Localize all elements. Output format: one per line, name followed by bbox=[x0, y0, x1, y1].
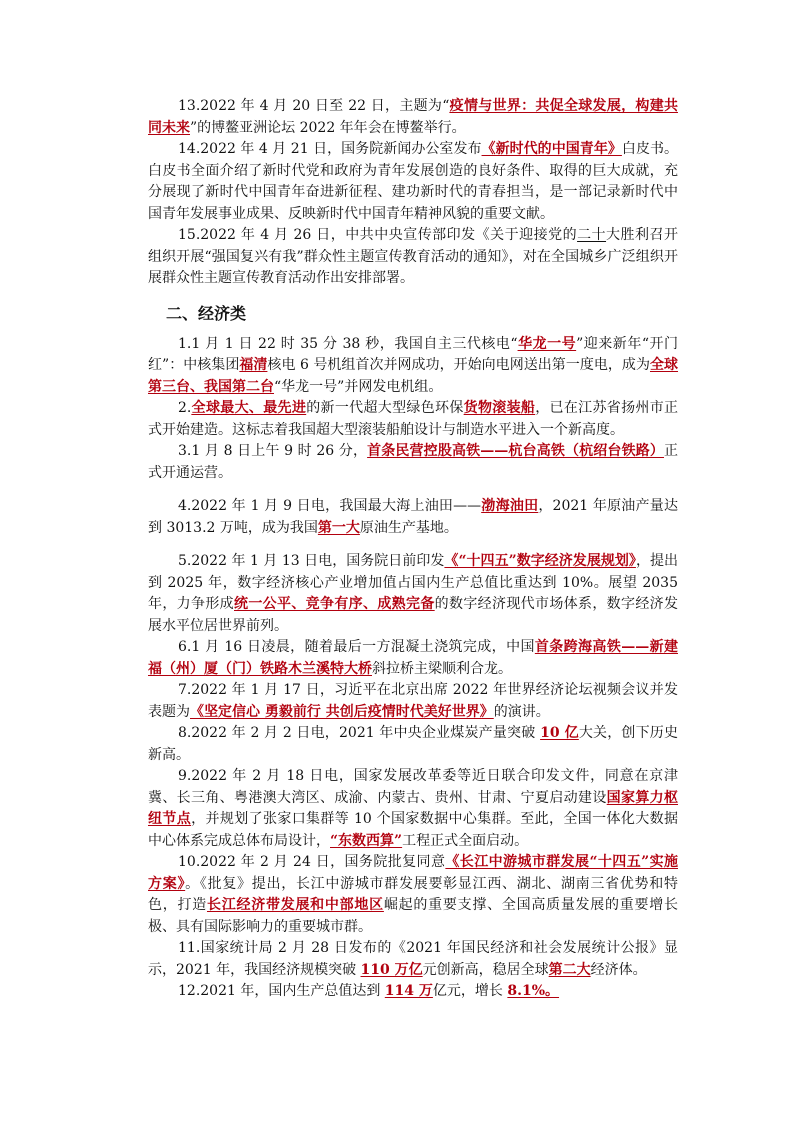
item-text: 的数字经济现代市场体系，数字经济发展水平位居世界前列。 bbox=[148, 596, 679, 634]
highlighted-text: 首条民营控股高铁——杭台高铁（杭绍台铁路） bbox=[367, 443, 665, 459]
item-text: ，并规划了张家口集群等 10 个国家数据中心集群。至此，全国一体化大数据中心体系完成总体布局设计， bbox=[148, 811, 678, 849]
item-text: 白皮书。白皮书全面介绍了新时代党和政府为青年发展创造的良好条件、取得的巨大成就，充分展现了新时代中国青年奋进新征程、建功新时代的青春担当，是一部记录新时代中国青年发展事业成果、反映新时代中国青年精神风貌的重要文献。 bbox=[148, 141, 679, 222]
item-text: 2. bbox=[178, 400, 192, 416]
item-text: 工程正式全面启动。 bbox=[402, 832, 529, 849]
list-item bbox=[148, 496, 678, 539]
item-text: 大关，创下历史新高。 bbox=[148, 725, 678, 763]
item-text: 斜拉桥主梁顺利合龙。 bbox=[372, 660, 512, 677]
highlighted-text: 8.1%。 bbox=[507, 983, 560, 999]
list-item bbox=[148, 334, 678, 399]
item-text: 崛起的重要支撑、全国高质量发展的重要增长极、具有国际影响力的重要城市群。 bbox=[148, 897, 679, 935]
item-text: 4.2022 年 1 月 9 日电，我国最大海上油田—— bbox=[178, 498, 482, 514]
item-text: 15.2022 年 4 月 26 日，中共中央宣传部印发《关于迎接党的 bbox=[178, 227, 578, 243]
list-item bbox=[148, 637, 678, 680]
item-text: ，已在江苏省扬州市正式开始建造。这标志着我国超大型滚装船舶设计与制造水平进入一个新高度。 bbox=[148, 400, 679, 438]
item-text: ，提出到 2025 年，数字经济核心产业增加值占国内生产总值比重达到 10%。展望 2035 年，力争形成 bbox=[148, 553, 678, 612]
item-text: 7.2022 年 1 月 17 日，习近平在北京出席 2022 年世界经济论坛视频会议并发表题为 bbox=[148, 682, 678, 720]
list-item bbox=[148, 398, 678, 441]
highlighted-text: 第一大 bbox=[317, 519, 360, 536]
highlighted-text: 统一公平、竞争有序、成熟完备 bbox=[234, 596, 435, 612]
section-heading-economy: 二、经济类 bbox=[166, 303, 247, 323]
list-item bbox=[148, 981, 678, 1003]
highlighted-text: 货物滚装船 bbox=[463, 400, 536, 416]
list-item bbox=[148, 96, 678, 139]
list-item bbox=[148, 723, 678, 766]
list-item bbox=[148, 139, 678, 225]
item-text: 经济体。 bbox=[590, 961, 647, 978]
highlighted-text: 疫情与世界：共促全球发展，构建共同未来 bbox=[148, 98, 678, 136]
item-text: ，2021 年原油产量达到 3013.2 万吨，成为我国 bbox=[148, 498, 678, 536]
item-text: ”迎来新年“开门红”：中核集团 bbox=[148, 335, 679, 373]
highlighted-text: 《新时代的中国青年》 bbox=[481, 141, 622, 157]
item-text: 9.2022 年 2 月 18 日电，国家发展改革委等近日联合印发文件，同意在京津冀、长三角、粤港澳大湾区、成渝、内蒙古、贵州、甘肃、宁夏启动建设 bbox=[148, 768, 678, 806]
item-text: 原油生产基地。 bbox=[359, 519, 458, 536]
item-text: 亿元，增长 bbox=[432, 983, 508, 999]
highlighted-text: 114 万 bbox=[384, 983, 433, 999]
list-item bbox=[148, 766, 678, 852]
highlighted-text: 渤海油田 bbox=[481, 498, 539, 514]
item-text: 3.1 月 8 日上午 9 时 26 分， bbox=[178, 443, 368, 459]
item-text: ”的博鳌亚洲论坛 2022 年年会在博鳌举行。 bbox=[190, 119, 466, 136]
item-text: 核电 6 号机组首次并网成功，开始向电网送出第一度电，成为 bbox=[267, 357, 650, 373]
highlighted-text: 110 万亿 bbox=[360, 961, 423, 978]
highlighted-text: 全球最大、最先进 bbox=[191, 400, 307, 416]
highlighted-text: 国家算力枢纽节点 bbox=[148, 789, 679, 827]
document-page bbox=[148, 96, 678, 1003]
list-item bbox=[148, 441, 678, 484]
item-text: 正式开通运营。 bbox=[148, 443, 679, 481]
list-item bbox=[148, 551, 678, 637]
highlighted-text: 《长江中游城市群发展“十四五”实施方案》 bbox=[148, 854, 678, 892]
highlighted-text: “东数西算” bbox=[330, 832, 403, 849]
item-text: 12.2021 年，国内生产总值达到 bbox=[178, 983, 385, 999]
highlighted-text: 第二大 bbox=[548, 961, 591, 978]
item-text: 5.2022 年 1 月 13 日电，国务院日前印发 bbox=[178, 553, 445, 569]
list-item bbox=[148, 852, 678, 938]
highlighted-text: 全球第三台、我国第二台 bbox=[148, 357, 679, 395]
item-text: “华龙一号”并网发电机组。 bbox=[274, 378, 443, 395]
item-text: 的新一代超大型绿色环保 bbox=[306, 400, 464, 416]
highlighted-text: 首条跨海高铁——新建福（州）厦（门）铁路木兰溪特大桥 bbox=[148, 639, 678, 677]
list-item bbox=[148, 680, 678, 723]
item-text: 6.1 月 16 日凌晨，随着最后一方混凝土浇筑完成，中国 bbox=[178, 639, 535, 655]
politics-items bbox=[148, 96, 678, 290]
highlighted-text: 《坚定信心 勇毅前行 共创后疫情时代美好世界》 bbox=[190, 703, 494, 720]
highlighted-text: 华龙一号 bbox=[517, 335, 577, 352]
item-text: 二十 bbox=[577, 227, 607, 243]
item-text: 1.1 月 1 日 22 时 35 分 38 秒，我国自主三代核电“ bbox=[178, 335, 518, 352]
item-text: 10.2022 年 2 月 24 日，国务院批复同意 bbox=[178, 854, 446, 870]
item-text: 8.2022 年 2 月 2 日电，2021 年中央企业煤炭产量突破 bbox=[178, 725, 541, 741]
item-text: 的演讲。 bbox=[493, 703, 550, 720]
economy-items bbox=[148, 334, 678, 1003]
highlighted-text: 《“十四五”数字经济发展规划》 bbox=[444, 553, 636, 569]
item-text: 14.2022 年 4 月 21 日，国务院新闻办公室发布 bbox=[178, 141, 482, 157]
list-item bbox=[148, 938, 678, 981]
item-text: 。《批复》提出，长江中游城市群发展要彰显江西、湖北、湖南三省优势和特色，打造 bbox=[148, 875, 679, 913]
list-item bbox=[148, 225, 678, 290]
highlighted-text: 长江经济带发展和中部地区 bbox=[206, 897, 384, 913]
highlighted-text: 福清 bbox=[239, 357, 268, 373]
highlighted-text: 10 亿 bbox=[540, 725, 579, 741]
item-text: 元创新高，稳居全球 bbox=[422, 961, 549, 978]
item-text: 13.2022 年 4 月 20 日至 22 日，主题为“ bbox=[178, 98, 450, 114]
item-text: 11.国家统计局 2 月 28 日发布的《2021 年国民经济和社会发展统计公报》显示，2021 年，我国经济规模突破 bbox=[148, 940, 678, 978]
item-text: 大胜利召开 组织开展“强国复兴有我”群众性主题宣传教育活动的通知》，对在全国城乡广泛组织开展群众性主题宣传教育活动作出安排部署。 bbox=[148, 227, 678, 286]
